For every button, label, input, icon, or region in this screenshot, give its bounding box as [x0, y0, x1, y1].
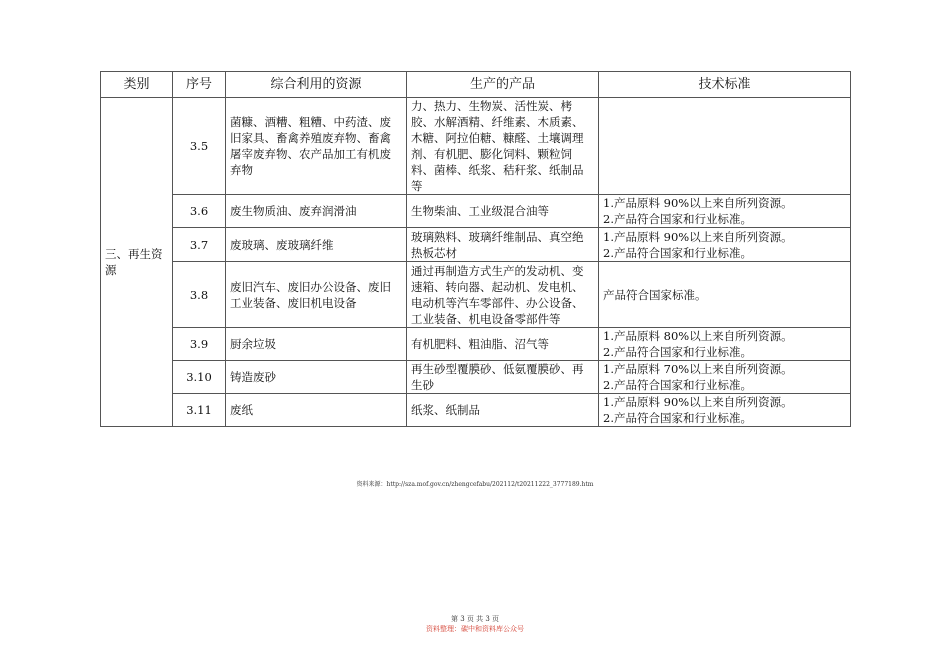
table-row	[101, 361, 851, 394]
product-cell: 生物柴油、工业级混合油等	[407, 195, 599, 228]
standard-line: 1.产品原料 90%以上来自所列资源。	[603, 196, 793, 210]
row-number: 3.9	[173, 328, 226, 361]
header-product: 生产的产品	[407, 72, 599, 98]
table-row	[101, 394, 851, 427]
table-header-row	[101, 72, 851, 98]
row-number: 3.7	[173, 228, 226, 262]
table-row	[101, 98, 851, 195]
table-row	[101, 228, 851, 262]
product-cell: 力、热力、生物炭、活性炭、栲胶、水解酒精、纤维素、木质素、木糖、阿拉伯糖、糠醛、土壤调理剂、有机肥、膨化饲料、颗粒饲料、菌棒、纸浆、秸秆浆、纸制品等	[407, 98, 599, 195]
standard-line: 1.产品原料 90%以上来自所列资源。	[603, 229, 793, 244]
header-standard: 技术标准	[599, 72, 851, 98]
resource-cell: 废生物质油、废弃润滑油	[226, 195, 407, 228]
row-number: 3.8	[173, 262, 226, 328]
header-category: 类别	[101, 72, 173, 98]
table-row	[101, 195, 851, 228]
source-citation: 资料来源：http://sza.mof.gov.cn/zhengcefabu/202112/t20211222_3777189.htm	[356, 481, 594, 488]
table-row	[101, 328, 851, 361]
standard-cell	[599, 98, 851, 195]
page-number: 第 3 页 共 3 页	[450, 615, 500, 623]
product-cell: 有机肥料、粗油脂、沼气等	[407, 328, 599, 361]
standard-line: 1.产品原料 70%以上来自所列资源。	[603, 362, 793, 376]
product-cell: 玻璃熟料、玻璃纤维制品、真空绝热板芯材	[407, 228, 599, 262]
resource-cell: 铸造废砂	[226, 361, 407, 394]
category-cell: 三、再生资源	[101, 98, 173, 427]
resource-cell: 厨余垃圾	[226, 328, 407, 361]
row-number: 3.5	[173, 98, 226, 195]
row-number: 3.6	[173, 195, 226, 228]
standard-line: 2.产品符合国家和行业标准。	[603, 378, 752, 392]
standard-line: 1.产品原料 80%以上来自所列资源。	[603, 329, 793, 343]
resource-cell: 废纸	[226, 394, 407, 427]
standard-line: 2.产品符合国家和行业标准。	[603, 345, 752, 359]
resource-cell: 废玻璃、废玻璃纤维	[226, 228, 407, 262]
standard-cell	[599, 361, 851, 394]
standard-line: 2.产品符合国家和行业标准。	[603, 411, 752, 425]
standard-line: 1.产品原料 90%以上来自所列资源。	[603, 395, 793, 409]
product-cell: 再生砂型覆膜砂、低氨覆膜砂、再生砂	[407, 361, 599, 394]
standard-cell	[599, 228, 851, 262]
standard-line: 2.产品符合国家和行业标准。	[603, 245, 752, 260]
standard-line: 2.产品符合国家和行业标准。	[603, 212, 752, 226]
header-resource: 综合利用的资源	[226, 72, 407, 98]
header-number: 序号	[173, 72, 226, 98]
standard-cell	[599, 262, 851, 328]
row-number: 3.11	[173, 394, 226, 427]
resource-cell: 废旧汽车、废旧办公设备、废旧工业装备、废旧机电设备	[226, 262, 407, 328]
product-cell: 通过再制造方式生产的发动机、变速箱、转向器、起动机、发电机、电动机等汽车零部件、办公设备、工业装备、机电设备零部件等	[407, 262, 599, 328]
standard-cell	[599, 394, 851, 427]
table-row	[101, 262, 851, 328]
resource-table	[100, 71, 851, 427]
row-number: 3.10	[173, 361, 226, 394]
footer-note: 资料整理：碳中和资料库公众号	[426, 625, 524, 633]
standard-cell	[599, 328, 851, 361]
product-cell: 纸浆、纸制品	[407, 394, 599, 427]
resource-cell: 菌糠、酒糟、粗糟、中药渣、废旧家具、畜禽养殖废弃物、畜禽屠宰废弃物、农产品加工有机废弃物	[226, 98, 407, 195]
standard-line: 产品符合国家标准。	[603, 287, 707, 302]
standard-cell	[599, 195, 851, 228]
